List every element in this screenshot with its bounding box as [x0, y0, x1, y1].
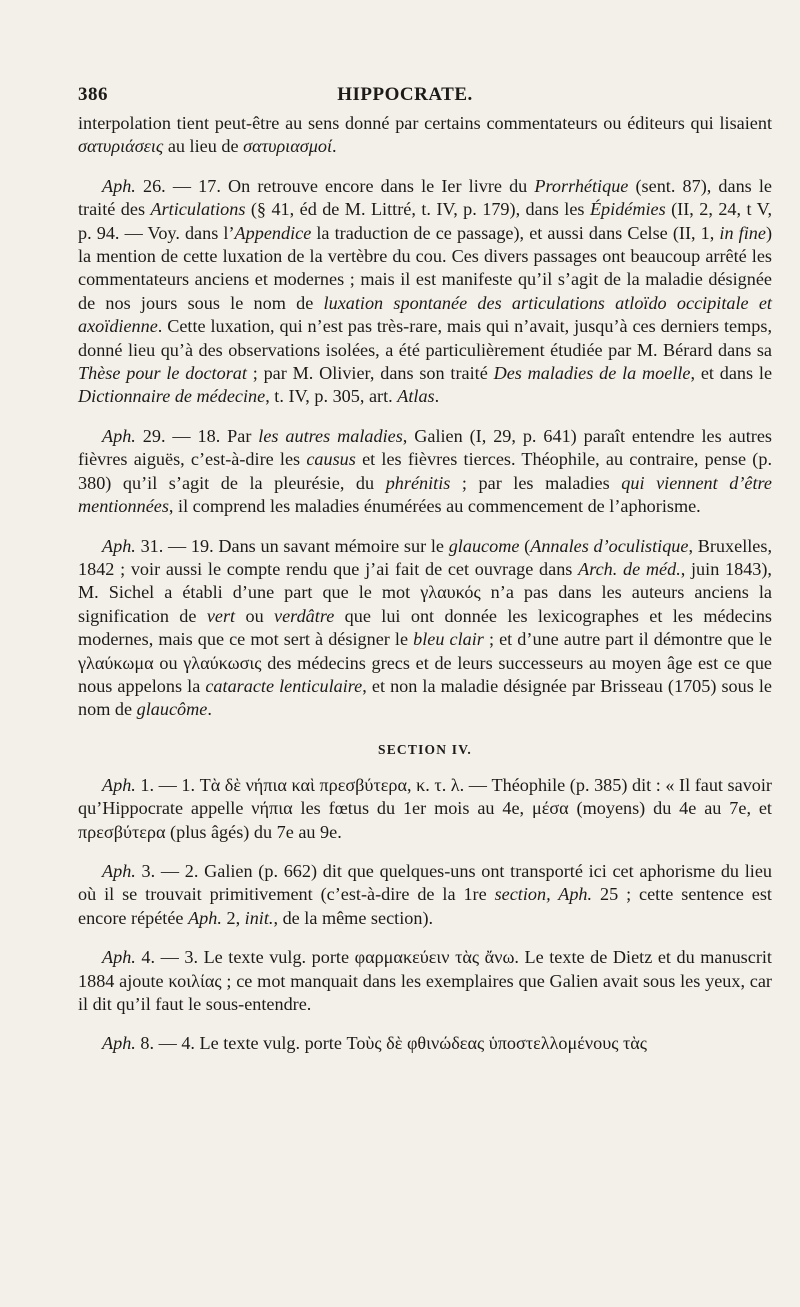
italic-text: les autres maladies [258, 425, 403, 446]
text-run: , juin 1843), M. Sichel a établi d’une part que le mot γλαυκός n’a pas dans les auteurs anciens la signification de [78, 558, 772, 626]
page-number: 386 [78, 84, 108, 105]
section-heading: SECTION IV. [378, 741, 472, 757]
italic-text: Aph. [102, 425, 136, 446]
text-run: ; par les maladies [450, 472, 622, 493]
italic-text: qui viennent d’être mentionnées [78, 472, 772, 517]
italic-text: Aph. [102, 947, 136, 968]
italic-text: Prorrhétique [534, 175, 629, 196]
text-run: . [434, 386, 440, 407]
text-run: la traduction de ce passage), et aussi dans Celse (II, 1, [311, 222, 720, 243]
italic-text: Des maladies de la moelle [493, 363, 691, 384]
italic-text: glaucome [448, 535, 520, 556]
italic-text: section, Aph. [494, 884, 593, 905]
italic-text: Appendice [234, 222, 312, 243]
italic-text: vert [206, 605, 236, 626]
italic-text: Atlas [397, 386, 435, 407]
text-run: 31. — 19. Dans un savant mémoire sur le [135, 535, 449, 556]
text-run: interpolation tient peut-être au sens donné par certains commentateurs ou éditeurs qui lisaient [78, 113, 772, 133]
note-aph-29 [78, 425, 772, 519]
text-run: (II, 2, 24, t V, p. 94. — Voy. dans l’ [78, 199, 772, 243]
text-run: ou [235, 605, 275, 626]
text-run: et les fièvres tierces. Théophile, au contraire, pense (p. 380) qu’il s’agit de la pleurésie, du [78, 449, 772, 493]
italic-text: phrénitis [385, 472, 451, 493]
text-run: ) la mention de cette luxation de la vertèbre du cou. Ces divers passages ont beaucoup arrêté les commentateurs anciens et modernes ; mais il est manifeste qu’il s’agit de la maladie désignée de nos jours sous le nom de [78, 222, 772, 313]
text-run: , et dans le [690, 363, 773, 384]
page-header [78, 84, 772, 106]
text-run: au lieu de [163, 136, 244, 157]
text-run: , et non la maladie désignée par Brisseau (1705) sous le nom de [78, 675, 773, 720]
italic-text: verdâtre [274, 605, 335, 626]
italic-text: cataracte lenticulaire [205, 675, 363, 696]
note-section4-aph-1 [78, 774, 772, 844]
text-run: 2, [221, 907, 245, 928]
italic-text: σατυριασμοί [243, 136, 333, 157]
italic-text: Arch. de méd. [578, 558, 681, 579]
italic-text: causus [306, 449, 356, 470]
italic-text: Dictionnaire de médecine [78, 386, 266, 407]
italic-text: Épidémies [589, 199, 666, 220]
text-run: ( [519, 535, 531, 556]
italic-text: bleu clair [413, 629, 484, 650]
note-section4-aph-4 [78, 946, 772, 1016]
note-aph-26 [78, 175, 772, 409]
italic-text: Articulations [150, 199, 246, 220]
italic-text: in fine [719, 222, 766, 243]
italic-text: init. [244, 907, 274, 928]
text-run: que lui ont donnée les lexicographes et les médecins modernes, mais que ce mot sert à désigner le [78, 605, 773, 650]
text-run: 25 ; cette sentence est encore répétée [78, 884, 772, 928]
text-run: 8. — 4. Le texte vulg. porte Τοὺς δὲ φθινώδεας ὑποστελλομένους τὰς [135, 1033, 647, 1054]
paragraph-continuation [78, 112, 772, 159]
italic-text: luxation spontanée des articulations atloïdo occipitale et axoïdienne [78, 292, 772, 337]
text-run: , Bruxelles, 1842 ; voir aussi le compte rendu que j’ai fait de cet ouvrage dans [78, 535, 772, 579]
text-run: , Galien (I, 29, p. 641) paraît entendre les autres fièvres aiguës, c’est-à-dire les [78, 425, 772, 470]
text-run: 1. — 1. Τὰ δὲ νήπια καὶ πρεσβύτερα, κ. τ. λ. — Théophile (p. 385) dit : « Il faut savoir qu’Hippocrate appelle νήπια les fœtus du 1er mois au 4e, μέσα (moyens) du 4e au 7e, et πρεσβύτερα (plus âgés) du 7e au 9e. [78, 774, 772, 842]
text-run: (§ 41, éd de M. Littré, t. IV, p. 179), dans les [245, 199, 590, 220]
text-run: 3. — 2. Galien (p. 662) dit que quelques-uns ont transporté ici cet aphorisme du lieu où il se trouvait primitivement (c’est-à-dire de la 1re [78, 860, 772, 905]
note-section4-aph-3 [78, 860, 772, 930]
italic-text: Aph. [188, 907, 222, 928]
text-run: 26. — 17. On retrouve encore dans le Ier livre du [135, 175, 535, 196]
italic-text: Aph. [102, 535, 136, 556]
italic-text: Aph. [102, 860, 136, 881]
italic-text: Aph. [102, 175, 136, 196]
text-run: 4. — 3. Le texte vulg. porte φαρμακεύειν τὰς ἄνω. Le texte de Dietz et du manuscrit 1884 ajoute κοιλίας ; ce mot manquait dans les exemplaires que Galien avait sous les yeux, car il dit qu’il faut le sous-entendre. [78, 947, 772, 1014]
text-run: . [207, 699, 212, 720]
italic-text: glaucôme [136, 699, 208, 720]
note-aph-31 [78, 535, 772, 722]
text-run: . Cette luxation, qui n’est pas très-rare, mais qui n’avait, jusqu’à ces derniers temps, donné lieu qu’à des observations isolées, a été particulièrement étudiée par M. Bérard dans sa [78, 316, 772, 360]
text-run: (sent. 87), dans le traité des [78, 175, 773, 220]
italic-text: σατυριάσεις [78, 136, 164, 157]
running-title: HIPPOCRATE. [337, 84, 473, 105]
note-section4-aph-8 [78, 1032, 772, 1055]
text-run: , il comprend les maladies énumérées au commencement de l’aphorisme. [168, 496, 701, 517]
text-run: ; et d’une autre part il démontre que le γλαύκωμα ou γλαύκωσις des médecins grecs et de leurs successeurs au moyen âge est ce que nous appelons la [78, 629, 773, 696]
text-run: , de la même section). [273, 907, 434, 928]
italic-text: Aph. [102, 1033, 136, 1054]
page-body [78, 112, 772, 1056]
text-run: ; par M. Olivier, dans son traité [246, 363, 494, 384]
text-run: , t. IV, p. 305, art. [265, 386, 398, 407]
text-run: 29. — 18. Par [135, 425, 259, 446]
text-run: . [332, 136, 337, 157]
italic-text: Annales d’oculistique [530, 535, 689, 556]
italic-text: Thèse pour le doctorat [78, 363, 247, 384]
italic-text: Aph. [102, 774, 136, 795]
